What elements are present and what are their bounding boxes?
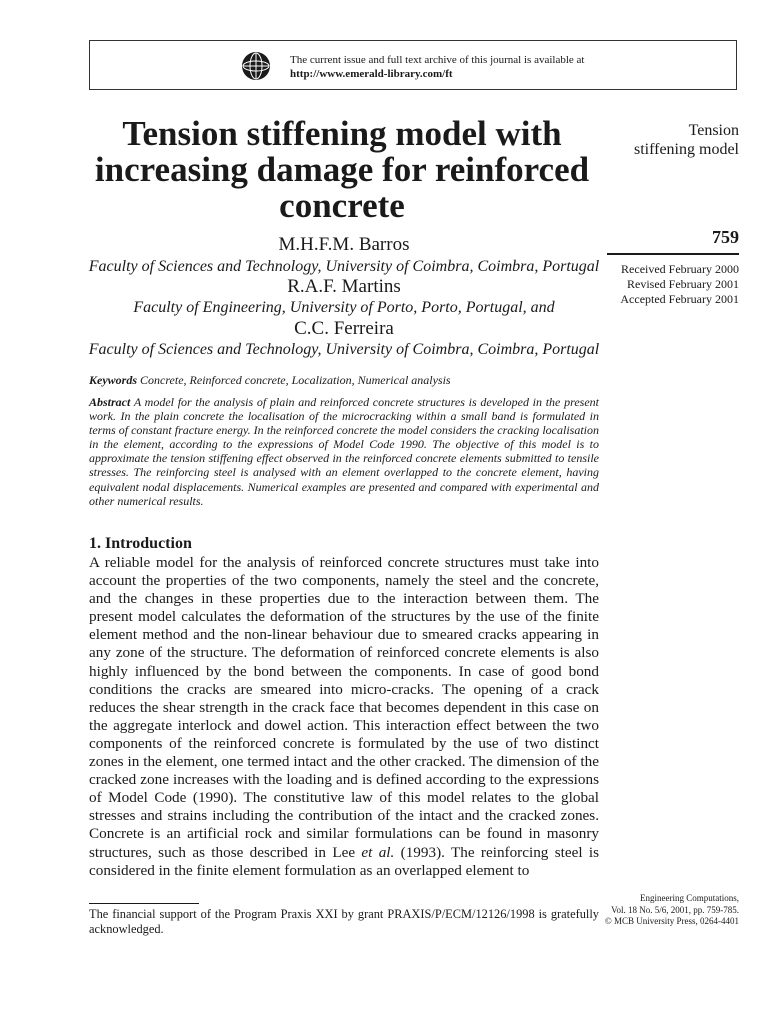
author-affiliation: Faculty of Sciences and Technology, University of Coimbra, Coimbra, Portugal: [88, 258, 600, 275]
revised-date: Revised February 2001: [627, 277, 739, 291]
section-heading: 1. Introduction: [89, 535, 192, 552]
keywords-text: Concrete, Reinforced concrete, Localization, Numerical analysis: [140, 373, 451, 387]
author-name: C.C. Ferreira: [294, 318, 394, 339]
footnote-rule: [89, 903, 199, 904]
running-head: [600, 121, 739, 159]
journal-name: Engineering Computations,: [640, 893, 739, 903]
accepted-date: Accepted February 2001: [620, 292, 739, 306]
notice-text: The current issue and full text archive of this journal is available at: [290, 54, 585, 66]
abstract-label: Abstract: [89, 395, 131, 409]
author-name: M.H.F.M. Barros: [278, 234, 410, 255]
journal-url-link[interactable]: http://www.emerald-library.com/ft: [290, 68, 453, 80]
received-date: Received February 2000: [621, 262, 739, 276]
running-head-line: stiffening model: [633, 141, 739, 158]
intro-text: A reliable model for the analysis of reinforced concrete structures must take into account the properties of the two components, namely the steel and the concrete, and the changes in these properties due to the interaction between them. The present model calculates the deformation of the structures by the use of the finite element method and the non-linear behaviour due to smeared cracks appearing in any zone of the structure. The deformation of reinforced concrete elements is also highly influenced by the bond between the components. In case of good bond conditions the cracks are smeared into micro-cracks. The opening of a crack reduces the shear strength in the crack face that becomes dependent in this case on the aggregate interlock and dowel action. This interaction effect between the two components of the reinforced concrete is formulated by the use of two distinct zones in the element, one termed intact and the other cracked. The dimension of the cracked zone increases with the loading and is defined according to the expressions of Model Code (1990). The constitutive law of this model relates to the global stresses and strains including the contribution of the intact and the cracked zones. Concrete is an artificial rock and similar formulations can be found in masonry structures, such as those described in Lee: [89, 554, 599, 861]
page-number-rule: [607, 253, 739, 255]
submission-dates: [600, 262, 739, 307]
abstract: [89, 395, 599, 508]
journal-publisher: © MCB University Press, 0264-4401: [604, 916, 739, 926]
page-number: 759: [712, 227, 739, 247]
journal-volume: Vol. 18 No. 5/6, 2001, pp. 759-785.: [611, 904, 739, 915]
abstract-text: A model for the analysis of plain and reinforced concrete structures is developed in the present work. In the plain concrete the localisation of the microcracking within a small band is formulated in terms of constant fracture energy. In the reinforced concrete the model considers the cracking localisation in the element, according to the expressions of Model Code 1990. The objective of this model is to approximate the tension stiffening effect observed in the reinforced concrete elements submitted to tensile stresses. The reinforcing steel is analysed with an element overlapped to the concrete element, having equivalent nodal displacements. Numerical examples are presented and compared with experimental and other numerical results.: [89, 395, 599, 508]
footnote: The financial support of the Program Praxis XXI by grant PRAXIS/P/ECM/12126/1998 is gratefully acknowledged.: [89, 907, 599, 936]
introduction-paragraph: [89, 554, 599, 880]
journal-citation: [580, 893, 739, 928]
journal-notice-box: [89, 40, 737, 90]
paper-title: Tension stiffening model with increasing damage for reinforced concrete: [94, 114, 590, 225]
author-name: R.A.F. Martins: [287, 276, 401, 297]
journal-notice: [290, 53, 584, 81]
keywords-label: Keywords: [89, 373, 137, 387]
globe-icon: [241, 51, 271, 81]
running-head-line: Tension: [688, 122, 739, 139]
keywords: [89, 373, 599, 388]
author-affiliation: Faculty of Engineering, University of Porto, Porto, Portugal, and: [133, 299, 555, 316]
intro-text: (1993). The reinforcing steel is considered in the finite element formulation as an overlapped element to: [89, 843, 599, 879]
intro-text-italic: et al.: [361, 843, 395, 861]
author-affiliation: Faculty of Sciences and Technology, University of Coimbra, Coimbra, Portugal: [88, 341, 600, 358]
